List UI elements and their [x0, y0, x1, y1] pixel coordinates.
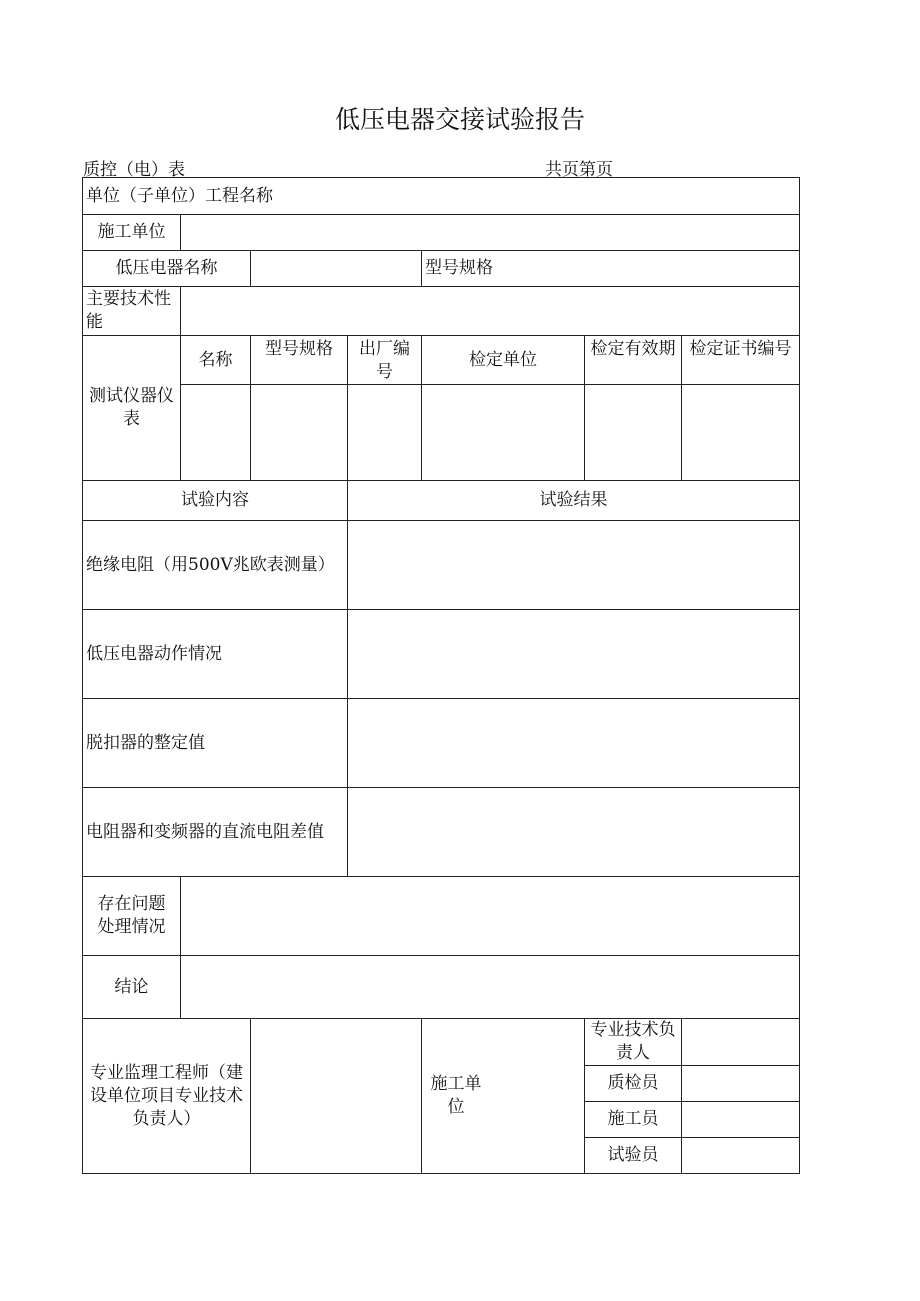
- instrument-calibration-unit-value[interactable]: [422, 385, 585, 481]
- instrument-model-value[interactable]: [251, 385, 348, 481]
- role-construction-worker-value[interactable]: [682, 1102, 800, 1138]
- report-form: [82, 177, 800, 1174]
- test-result-header: 试验结果: [348, 481, 800, 521]
- instrument-header-name: 名称: [181, 336, 251, 385]
- role-quality-inspector-value[interactable]: [682, 1066, 800, 1102]
- instrument-header-validity: 检定有效期: [585, 336, 682, 385]
- construction-unit-label: [422, 1019, 585, 1174]
- conclusion-value[interactable]: [181, 956, 800, 1019]
- role-tester-label: 试验员: [585, 1138, 682, 1174]
- device-name-value[interactable]: [251, 251, 422, 287]
- contractor-value[interactable]: [181, 215, 800, 251]
- test-insulation-label: 绝缘电阻（用500V兆欧表测量）: [83, 521, 348, 610]
- supervisor-label: 专业监理工程师（建设单位项目专业技术负责人）: [83, 1019, 251, 1174]
- report-title: 低压电器交接试验报告: [334, 105, 585, 134]
- model-row[interactable]: [422, 251, 800, 287]
- issues-value[interactable]: [181, 877, 800, 956]
- supervisor-signature[interactable]: [251, 1019, 422, 1174]
- instrument-name-value[interactable]: [181, 385, 251, 481]
- instrument-validity-value[interactable]: [585, 385, 682, 481]
- instrument-serial-value[interactable]: [348, 385, 422, 481]
- instrument-header-serial: 出厂编号: [348, 336, 422, 385]
- instrument-header-model: 型号规格: [251, 336, 348, 385]
- test-insulation-result[interactable]: [348, 521, 800, 610]
- contractor-label: 施工单位: [83, 215, 181, 251]
- issues-label: 存在问题处理情况: [83, 877, 181, 956]
- role-tech-lead-value[interactable]: [682, 1019, 800, 1066]
- role-quality-inspector-label: 质检员: [585, 1066, 682, 1102]
- project-name-label: 单位（子单位）工程名称: [86, 185, 273, 206]
- test-trip-setting-label: 脱扣器的整定值: [83, 699, 348, 788]
- role-tech-lead-label: 专业技术负责人: [585, 1019, 682, 1066]
- role-construction-worker-label: 施工员: [585, 1102, 682, 1138]
- tech-performance-value[interactable]: [181, 287, 800, 336]
- test-operation-result[interactable]: [348, 610, 800, 699]
- instrument-certificate-value[interactable]: [682, 385, 800, 481]
- instruments-label: 测试仪器仪表: [83, 336, 181, 481]
- test-dc-resistance-label: 电阻器和变频器的直流电阻差值: [83, 788, 348, 877]
- role-tester-value[interactable]: [682, 1138, 800, 1174]
- form-code: 质控（电）表: [83, 160, 185, 180]
- device-name-label: 低压电器名称: [83, 251, 251, 287]
- tech-performance-label: 主要技术性能: [83, 287, 181, 336]
- construction-unit-text: 施工单位: [430, 1074, 482, 1117]
- test-content-header: 试验内容: [83, 481, 348, 521]
- instrument-header-calibration-unit: 检定单位: [422, 336, 585, 385]
- project-name-row[interactable]: [83, 178, 800, 215]
- test-trip-setting-result[interactable]: [348, 699, 800, 788]
- conclusion-label: 结论: [83, 956, 181, 1019]
- test-operation-label: 低压电器动作情况: [83, 610, 348, 699]
- test-dc-resistance-result[interactable]: [348, 788, 800, 877]
- instrument-header-certificate: 检定证书编号: [682, 336, 800, 385]
- page-info: 共页第页: [545, 160, 613, 180]
- model-label: 型号规格: [425, 258, 493, 278]
